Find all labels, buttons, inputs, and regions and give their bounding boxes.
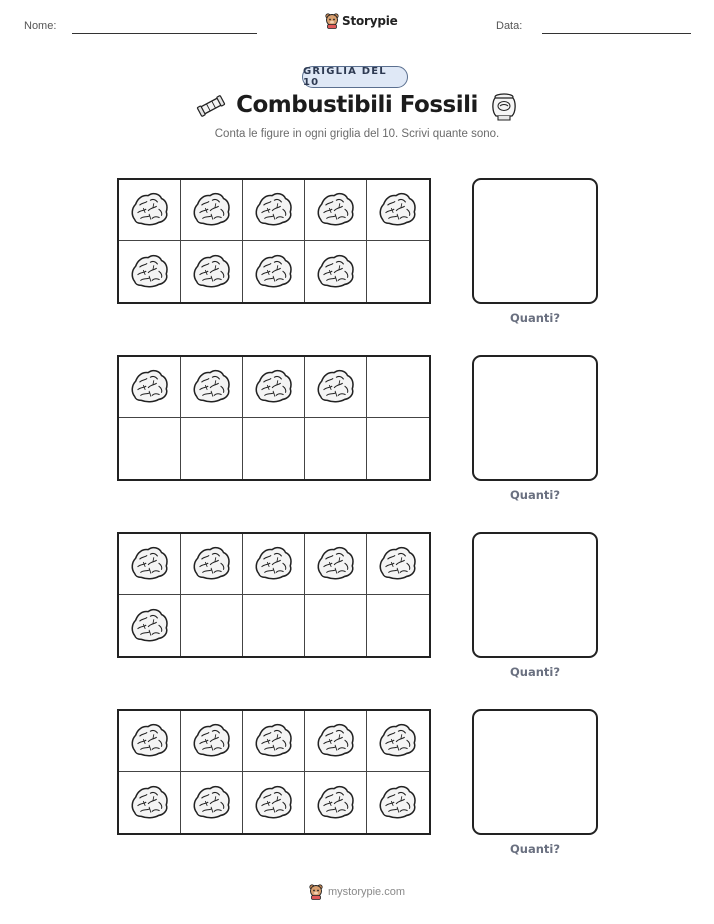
ten-frame-cell	[243, 534, 305, 595]
coal-lump-icon	[128, 720, 172, 762]
coal-lump-icon	[376, 189, 420, 231]
answer-box-3[interactable]	[472, 532, 598, 658]
ten-frame-cell	[181, 595, 243, 656]
ten-frame-cell	[181, 357, 243, 418]
bear-mascot-icon	[325, 13, 339, 29]
ten-frame-cell	[119, 595, 181, 656]
ten-frame-cell	[305, 595, 367, 656]
coal-lump-icon	[190, 543, 234, 585]
coal-lump-icon	[314, 720, 358, 762]
worksheet-type-badge: GRIGLIA DEL 10	[302, 66, 408, 88]
ten-frame-cell	[367, 357, 429, 418]
ten-frame-cell	[119, 772, 181, 833]
coal-lump-icon	[252, 720, 296, 762]
answer-box-4[interactable]	[472, 709, 598, 835]
footer-url: mystorypie.com	[327, 886, 406, 898]
coal-lump-icon	[128, 605, 172, 647]
coal-lump-icon	[376, 720, 420, 762]
bear-mascot-icon	[309, 884, 323, 900]
ten-frame-cell	[367, 711, 429, 772]
ten-frame-cell	[367, 418, 429, 479]
coal-lump-icon	[252, 189, 296, 231]
answer-label: Quanti?	[509, 665, 561, 679]
ten-frame-cell	[181, 711, 243, 772]
ten-frame-cell	[243, 595, 305, 656]
ten-frame-cell	[181, 534, 243, 595]
ten-frame-cell	[119, 241, 181, 302]
answer-box-1[interactable]	[472, 178, 598, 304]
ten-frame-cell	[243, 180, 305, 241]
ten-frame-cell	[305, 241, 367, 302]
answer-box-2[interactable]	[472, 355, 598, 481]
coal-lump-icon	[252, 543, 296, 585]
ten-frame-4	[117, 709, 431, 835]
ten-frame-cell	[367, 241, 429, 302]
ten-frame-cell	[367, 180, 429, 241]
ten-frame-3	[117, 532, 431, 658]
ten-frame-cell	[367, 595, 429, 656]
page-title: Combustibili Fossili	[236, 92, 478, 118]
ten-frame-cell	[243, 357, 305, 418]
coal-lump-icon	[376, 782, 420, 824]
ten-frame-cell	[119, 711, 181, 772]
coal-lump-icon	[128, 543, 172, 585]
instructions: Conta le figure in ogni griglia del 10. Scrivi quante sono.	[214, 128, 500, 140]
ten-frame-cell	[119, 357, 181, 418]
coal-lump-icon	[190, 251, 234, 293]
ten-frame-cell	[305, 357, 367, 418]
ten-frame-cell	[181, 180, 243, 241]
ten-frame-cell	[119, 418, 181, 479]
ten-frame-cell	[305, 772, 367, 833]
date-line[interactable]	[542, 33, 691, 34]
fossil-jar-icon	[490, 92, 518, 122]
ten-frame-cell	[181, 241, 243, 302]
ten-frame-cell	[119, 534, 181, 595]
coal-lump-icon	[128, 366, 172, 408]
ten-frame-cell	[243, 711, 305, 772]
ten-frame-cell	[367, 534, 429, 595]
ten-frame-cell	[305, 418, 367, 479]
ten-frame-1	[117, 178, 431, 304]
coal-lump-icon	[128, 782, 172, 824]
name-line[interactable]	[72, 33, 257, 34]
coal-lump-icon	[190, 782, 234, 824]
coal-lump-icon	[190, 366, 234, 408]
ten-frame-cell	[243, 241, 305, 302]
ten-frame-cell	[181, 418, 243, 479]
answer-label: Quanti?	[509, 488, 561, 502]
ten-frame-cell	[119, 180, 181, 241]
brand-name: Storypie	[342, 14, 398, 28]
coal-lump-icon	[314, 543, 358, 585]
coal-lump-icon	[252, 251, 296, 293]
coal-lump-icon	[190, 189, 234, 231]
coal-lump-icon	[314, 366, 358, 408]
ten-frame-cell	[305, 534, 367, 595]
coal-lump-icon	[252, 782, 296, 824]
coal-lump-icon	[314, 189, 358, 231]
ten-frame-2	[117, 355, 431, 481]
coal-lump-icon	[314, 782, 358, 824]
coal-lump-icon	[128, 189, 172, 231]
footer	[0, 884, 714, 900]
ten-frame-cell	[243, 418, 305, 479]
ten-frame-cell	[305, 180, 367, 241]
date-label: Data:	[496, 20, 523, 32]
brand-logo	[325, 13, 398, 29]
coal-lump-icon	[252, 366, 296, 408]
answer-label: Quanti?	[509, 311, 561, 325]
answer-label: Quanti?	[509, 842, 561, 856]
ten-frame-cell	[305, 711, 367, 772]
coal-lump-icon	[128, 251, 172, 293]
name-label: Nome:	[24, 20, 57, 32]
coal-lump-icon	[314, 251, 358, 293]
ten-frame-cell	[181, 772, 243, 833]
ten-frame-cell	[367, 772, 429, 833]
ten-frame-cell	[243, 772, 305, 833]
coal-lump-icon	[376, 543, 420, 585]
coal-lump-icon	[190, 720, 234, 762]
